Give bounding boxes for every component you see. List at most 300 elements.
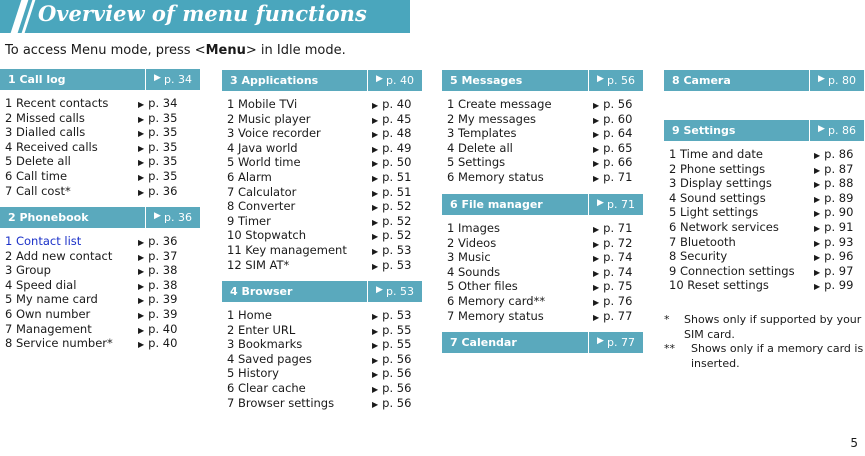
section-title: 2 Phonebook [8,211,89,224]
menu-item[interactable] [222,337,422,352]
menu-item[interactable] [0,96,200,111]
menu-item-label: 8 Security [669,249,728,264]
triangle-right-icon: ▶ [372,144,379,154]
triangle-right-icon: ▶ [593,239,600,249]
footnote-text: Shows only if a memory card is inserted. [691,342,864,370]
triangle-right-icon: ▶ [376,285,383,295]
menu-item-page [814,278,853,295]
menu-key-label: Menu [205,43,246,58]
section-title: 4 Browser [230,285,293,298]
triangle-right-icon: ▶ [376,74,383,84]
triangle-right-icon: ▶ [138,158,145,168]
section-header-applications[interactable] [222,70,422,91]
section-header-camera[interactable] [664,70,864,91]
triangle-right-icon: ▶ [597,336,604,346]
menu-item[interactable] [222,199,422,214]
menu-item[interactable] [222,352,422,367]
menu-item-label: 12 SIM AT* [227,257,290,272]
section-header-calendar[interactable] [442,332,643,353]
menu-item-label: 5 History [227,366,279,381]
footnote-memory-card [664,342,864,371]
triangle-right-icon: ▶ [593,159,600,169]
section-item-list [0,90,200,198]
section-page-number: p. 56 [607,74,635,87]
menu-item-label: 9 Connection settings [669,263,795,278]
menu-item-page-number: p. 37 [148,248,178,263]
menu-item-label: 5 Delete all [5,154,71,169]
menu-item-page-number: p. 36 [148,183,178,198]
triangle-right-icon: ▶ [372,399,379,409]
menu-item[interactable] [0,184,200,199]
menu-item[interactable] [0,336,200,351]
menu-item[interactable] [222,258,422,273]
menu-item-page-number: p. 38 [148,263,178,278]
menu-item-label: 6 Clear cache [227,380,306,395]
menu-item-page-number: p. 55 [382,322,412,337]
menu-item-page-number: p. 96 [824,249,854,264]
section-phonebook [0,207,200,351]
menu-item-label: 4 Received calls [5,139,98,154]
menu-item-page-number: p. 38 [148,277,178,292]
triangle-right-icon: ▶ [138,129,145,139]
menu-item-page-number: p. 35 [148,168,178,183]
menu-item-page-number: p. 39 [148,292,178,307]
menu-item[interactable] [0,263,200,278]
menu-item-page-number: p. 56 [382,395,412,410]
menu-item-page-number: p. 74 [603,250,633,265]
menu-item[interactable] [222,243,422,258]
footnote-mark: ** [664,342,675,355]
menu-item[interactable] [0,125,200,140]
menu-item[interactable] [0,307,200,322]
menu-item-page [372,258,411,275]
triangle-right-icon: ▶ [593,283,600,293]
section-item-list [664,141,864,293]
triangle-right-icon: ▶ [372,173,379,183]
section-page-ref [809,120,864,141]
triangle-right-icon: ▶ [814,282,821,292]
section-page-ref [145,207,200,228]
triangle-right-icon: ▶ [372,188,379,198]
footnote-mark: * [664,313,670,326]
triangle-right-icon: ▶ [372,115,379,125]
triangle-right-icon: ▶ [372,384,379,394]
section-item-list [222,91,422,272]
menu-item-label: 2 Videos [447,235,497,250]
page-title: Overview of menu functions [38,1,367,26]
triangle-right-icon: ▶ [593,312,600,322]
triangle-right-icon: ▶ [597,74,604,84]
menu-item[interactable] [222,126,422,141]
triangle-right-icon: ▶ [818,124,825,134]
triangle-right-icon: ▶ [593,130,600,140]
menu-item[interactable] [664,264,864,279]
triangle-right-icon: ▶ [372,159,379,169]
menu-item[interactable] [222,396,422,411]
triangle-right-icon: ▶ [154,211,161,221]
section-page-ref [588,70,643,91]
section-item-list [442,215,643,323]
menu-item-page-number: p. 86 [824,147,854,161]
triangle-right-icon: ▶ [814,238,821,248]
triangle-right-icon: ▶ [814,151,821,160]
menu-item-page-number: p. 35 [148,154,178,169]
triangle-right-icon: ▶ [372,341,379,351]
menu-item-label: 1 Mobile TVi [227,97,298,111]
section-item-list [0,228,200,351]
menu-item[interactable] [664,220,864,235]
section-settings [664,120,864,293]
triangle-right-icon: ▶ [372,312,379,321]
menu-item-page-number: p. 90 [824,205,854,220]
menu-item-label: 7 Calculator [227,184,297,199]
section-page-ref [145,69,200,90]
menu-item-page-number: p. 71 [603,221,633,235]
triangle-right-icon: ▶ [138,100,145,109]
menu-item-page-number: p. 65 [603,140,633,155]
menu-item-page-number: p. 74 [603,264,633,279]
menu-item[interactable] [442,112,643,127]
menu-item[interactable] [222,112,422,127]
menu-item[interactable] [442,97,643,112]
section-page-number: p. 53 [386,285,414,298]
menu-item-label: 2 Music player [227,111,311,126]
menu-item-label: 6 Memory card** [447,293,546,308]
triangle-right-icon: ▶ [138,310,145,320]
triangle-right-icon: ▶ [814,267,821,277]
menu-item-label: 7 Browser settings [227,395,335,410]
menu-item-page-number: p. 56 [382,366,412,381]
menu-item[interactable] [0,278,200,293]
triangle-right-icon: ▶ [138,340,145,350]
menu-item-page-number: p. 52 [382,213,412,228]
menu-item-label: 6 Network services [669,219,779,234]
menu-item-page-number: p. 56 [382,380,412,395]
menu-item[interactable] [442,141,643,156]
menu-item-page-number: p. 40 [382,97,412,111]
menu-item-label: 10 Stopwatch [227,228,307,243]
menu-item[interactable] [664,176,864,191]
menu-item[interactable] [442,250,643,265]
menu-item[interactable] [664,235,864,250]
menu-item-label: 7 Bluetooth [669,234,736,249]
menu-item-page-number: p. 35 [148,125,178,140]
section-header-phonebook[interactable] [0,207,200,228]
menu-item-label: 1 Home [227,308,272,322]
section-camera [664,70,864,91]
triangle-right-icon: ▶ [138,296,145,306]
menu-item-page-number: p. 48 [382,126,412,141]
section-page-ref [809,70,864,91]
menu-item-page-number: p. 77 [603,308,633,323]
menu-item-page-number: p. 64 [603,126,633,141]
menu-item-page [372,396,411,413]
menu-item-label: 1 Create message [447,97,552,111]
section-title: 6 File manager [450,198,543,211]
intro-text [5,43,346,58]
menu-item-label: 2 Enter URL [227,322,296,337]
menu-item[interactable] [222,185,422,200]
menu-item-page-number: p. 75 [603,279,633,294]
menu-item[interactable] [0,292,200,307]
triangle-right-icon: ▶ [138,114,145,124]
page-number: 5 [850,436,858,450]
triangle-right-icon: ▶ [372,217,379,227]
menu-item-page-number: p. 60 [603,111,633,126]
section-call-log [0,69,200,198]
intro-suffix: > in Idle mode. [245,43,346,58]
section-item-list [442,91,643,185]
menu-item-label: 6 Own number [5,306,91,321]
menu-item-page-number: p. 53 [382,242,412,257]
triangle-right-icon: ▶ [814,180,821,190]
menu-item-label: 8 Service number* [5,336,113,351]
menu-item-label: 5 World time [227,155,301,170]
triangle-right-icon: ▶ [372,101,379,110]
triangle-right-icon: ▶ [138,267,145,277]
menu-item-page-number: p. 51 [382,184,412,199]
menu-item[interactable] [664,249,864,264]
menu-item-label: 1 Recent contacts [5,96,109,110]
section-item-list [222,302,422,410]
triangle-right-icon: ▶ [593,297,600,307]
footnotes [664,313,864,371]
menu-item-label: 4 Saved pages [227,351,312,366]
menu-item-page-number: p. 35 [148,110,178,125]
section-browser [222,281,422,410]
section-calendar [442,332,643,353]
section-page-ref [367,281,422,302]
menu-item[interactable] [0,111,200,126]
menu-item-page-number: p. 97 [824,263,854,278]
menu-item[interactable] [442,221,643,236]
menu-item-label: 4 Sound settings [669,190,766,205]
menu-item[interactable] [664,191,864,206]
section-page-number: p. 80 [828,74,856,87]
menu-item[interactable] [222,170,422,185]
menu-item-page-number: p. 91 [824,219,854,234]
section-page-number: p. 71 [607,198,635,211]
triangle-right-icon: ▶ [372,370,379,380]
menu-item-label: 6 Call time [5,168,68,183]
menu-item-page-number: p. 52 [382,228,412,243]
menu-item-page-number: p. 34 [148,96,178,110]
menu-item-label: 6 Memory status [447,169,544,184]
triangle-right-icon: ▶ [593,225,600,234]
menu-item-label: 2 Add new contact [5,248,113,263]
triangle-right-icon: ▶ [593,115,600,125]
menu-item[interactable] [442,126,643,141]
section-page-ref [588,194,643,215]
triangle-right-icon: ▶ [593,254,600,264]
menu-item[interactable] [442,170,643,185]
menu-item-page-number: p. 56 [382,351,412,366]
section-header-settings[interactable] [664,120,864,141]
menu-item[interactable] [0,249,200,264]
menu-item-page-number: p. 72 [603,235,633,250]
section-header-call-log[interactable] [0,69,200,90]
menu-item-page-number: p. 36 [148,234,178,248]
menu-item-label: 4 Delete all [447,140,513,155]
menu-item-label: 3 Dialled calls [5,125,86,140]
menu-item-page-number: p. 55 [382,337,412,352]
menu-item-page-number: p. 53 [382,257,412,272]
menu-item[interactable] [222,366,422,381]
triangle-right-icon: ▶ [814,223,821,233]
menu-item-page-number: p. 51 [382,169,412,184]
triangle-right-icon: ▶ [372,203,379,213]
menu-item-label: 3 Music [447,250,491,265]
triangle-right-icon: ▶ [814,194,821,204]
menu-item-page-number: p. 87 [824,161,854,176]
menu-item[interactable] [442,294,643,309]
triangle-right-icon: ▶ [814,253,821,263]
section-title: 3 Applications [230,74,319,87]
triangle-right-icon: ▶ [372,232,379,242]
menu-item[interactable] [442,279,643,294]
menu-item-label: 3 Group [5,263,51,278]
triangle-right-icon: ▶ [138,143,145,153]
menu-item-page-number: p. 88 [824,176,854,191]
menu-item-label: 4 Sounds [447,264,501,279]
footnote-sim [664,313,864,342]
menu-item-label: 4 Speed dial [5,277,77,292]
triangle-right-icon: ▶ [138,238,145,247]
triangle-right-icon: ▶ [593,101,600,110]
menu-item-label: 7 Call cost* [5,183,71,198]
menu-item-label: 7 Management [5,321,92,336]
menu-item-label: 9 Timer [227,213,271,228]
menu-item-page-number: p. 40 [148,336,178,351]
triangle-right-icon: ▶ [372,130,379,140]
triangle-right-icon: ▶ [138,325,145,335]
triangle-right-icon: ▶ [593,144,600,154]
triangle-right-icon: ▶ [138,281,145,291]
triangle-right-icon: ▶ [814,209,821,219]
menu-item[interactable] [442,155,643,170]
menu-item-page-number: p. 56 [603,97,633,111]
section-page-ref [588,332,643,353]
menu-item-label: 2 My messages [447,111,537,126]
menu-item-label: 3 Voice recorder [227,126,321,141]
footnote-text: Shows only if supported by your SIM card. [684,313,862,341]
menu-item[interactable] [664,278,864,293]
intro-prefix: To access Menu mode, press < [5,43,206,58]
menu-item-page-number: p. 40 [148,321,178,336]
menu-item[interactable] [0,322,200,337]
menu-item[interactable] [222,155,422,170]
triangle-right-icon: ▶ [372,326,379,336]
menu-item-label: 10 Reset settings [669,278,769,293]
menu-item-page [138,336,177,353]
menu-item-page-number: p. 52 [382,199,412,214]
menu-item[interactable] [222,381,422,396]
triangle-right-icon: ▶ [138,187,145,197]
menu-item[interactable] [0,154,200,169]
triangle-right-icon: ▶ [138,172,145,182]
menu-item[interactable] [222,214,422,229]
menu-item-page-number: p. 49 [382,140,412,155]
menu-item-page-number: p. 89 [824,190,854,205]
triangle-right-icon: ▶ [597,198,604,208]
menu-item-label: 3 Display settings [669,176,772,191]
menu-item[interactable] [222,97,422,112]
menu-item[interactable] [442,309,643,324]
section-applications [222,70,422,272]
section-title: 7 Calendar [450,336,517,349]
menu-item[interactable] [442,265,643,280]
menu-item-label: 8 Converter [227,199,296,214]
triangle-right-icon: ▶ [138,252,145,262]
triangle-right-icon: ▶ [154,73,161,83]
section-page-number: p. 86 [828,124,856,137]
menu-item-page-number: p. 50 [382,155,412,170]
triangle-right-icon: ▶ [814,165,821,175]
menu-item-page-number: p. 93 [824,234,854,249]
menu-item[interactable] [664,147,864,162]
menu-item-page-number: p. 53 [382,308,412,322]
triangle-right-icon: ▶ [372,261,379,271]
section-title: 9 Settings [672,124,736,137]
menu-item[interactable] [664,205,864,220]
menu-item-label: 5 Light settings [669,205,759,220]
menu-item[interactable] [0,140,200,155]
section-page-number: p. 34 [164,73,192,86]
menu-item-label: 1 Time and date [669,147,763,161]
menu-item-page [593,309,632,326]
menu-item-label: 1 Contact list [5,234,82,248]
section-header-file-manager[interactable] [442,194,643,215]
triangle-right-icon: ▶ [818,74,825,84]
menu-item-label: 3 Templates [447,126,517,141]
triangle-right-icon: ▶ [593,268,600,278]
menu-item-label: 5 Settings [447,155,506,170]
menu-item[interactable] [0,234,200,249]
menu-item-page-number: p. 71 [603,169,633,184]
menu-item[interactable] [222,141,422,156]
menu-item-label: 1 Images [447,221,500,235]
section-page-number: p. 36 [164,211,192,224]
menu-item[interactable] [664,162,864,177]
menu-item-label: 11 Key management [227,242,347,257]
menu-item-label: 2 Missed calls [5,110,85,125]
section-page-number: p. 40 [386,74,414,87]
menu-item-label: 3 Bookmarks [227,337,303,352]
section-header-browser[interactable] [222,281,422,302]
menu-item[interactable] [222,228,422,243]
menu-item-page [138,184,177,201]
triangle-right-icon: ▶ [372,355,379,365]
menu-item-page-number: p. 45 [382,111,412,126]
menu-item[interactable] [222,308,422,323]
menu-item[interactable] [442,236,643,251]
menu-item-label: 4 Java world [227,140,298,155]
menu-item[interactable] [222,323,422,338]
menu-item-label: 5 Other files [447,279,518,294]
section-title: 5 Messages [450,74,523,87]
section-title: 8 Camera [672,74,731,87]
title-banner [0,0,410,33]
menu-item-page-number: p. 76 [603,293,633,308]
section-messages [442,70,643,185]
menu-item-page-number: p. 99 [824,278,854,293]
menu-item[interactable] [0,169,200,184]
menu-item-page [593,170,632,187]
menu-item-page-number: p. 66 [603,155,633,170]
section-header-messages[interactable] [442,70,643,91]
menu-item-label: 5 My name card [5,292,98,307]
triangle-right-icon: ▶ [372,246,379,256]
